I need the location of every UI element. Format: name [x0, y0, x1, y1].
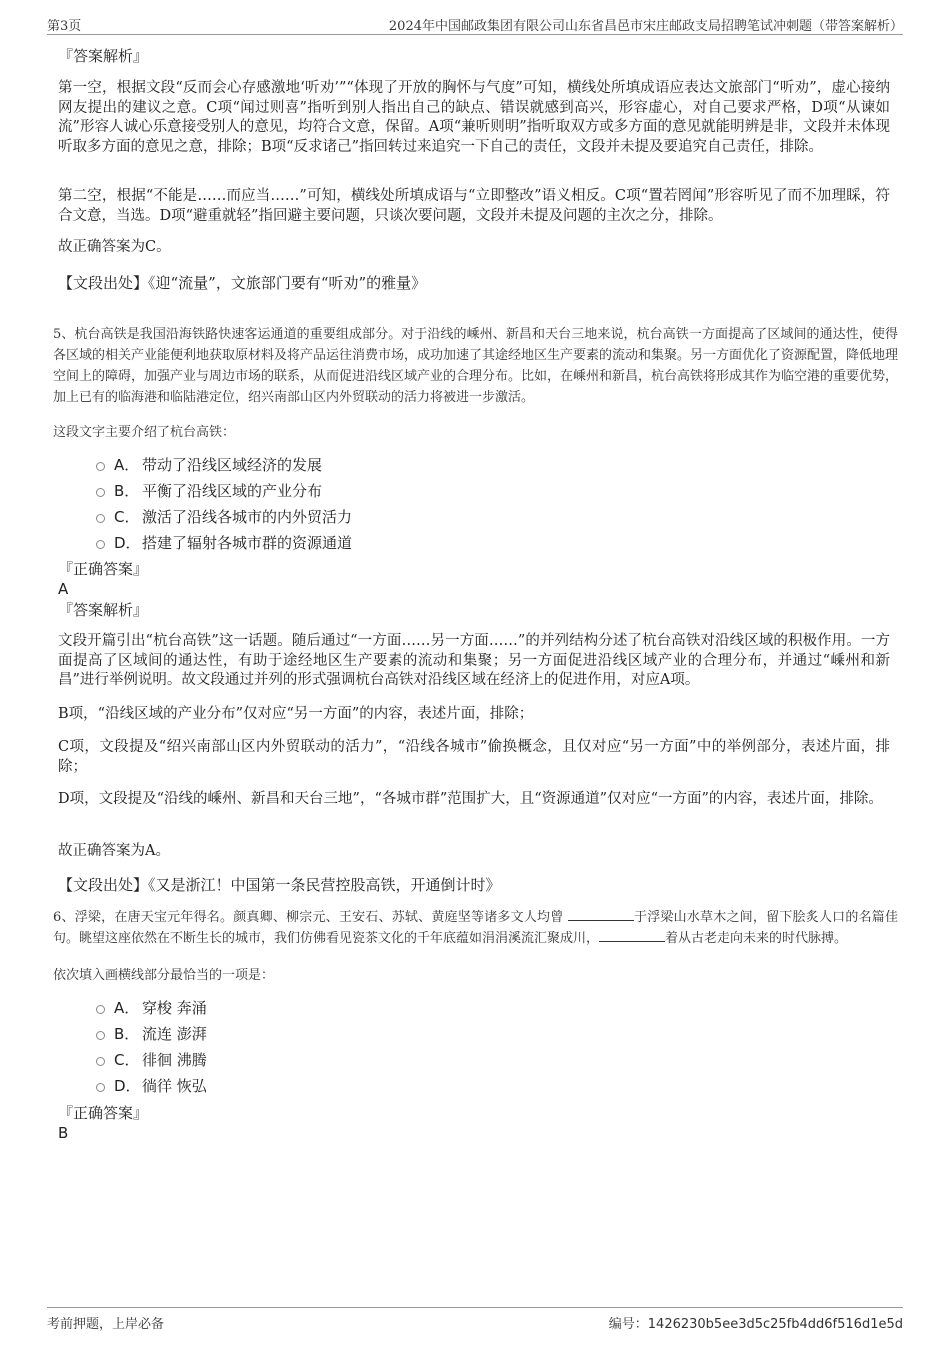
document-code: 编号：1426230b5ee3d5c25fb4dd6f516d1e5d — [608, 1317, 903, 1332]
q6-prompt: 依次填入画横线部分最恰当的一项是： — [53, 968, 275, 983]
page-number: 第3页 — [47, 19, 82, 34]
q5-option-a[interactable]: A． 带动了沿线区域经济的发展 — [96, 451, 352, 477]
q6-option-d[interactable]: D． 徜徉 恢弘 — [96, 1072, 207, 1098]
q4-analysis-para2: 第二空，根据“不能是……而应当……”可知，横线处所填成语与“立即整改”语义相反。C项“置若罔闻”形容听见了而不加理睬，符合文意，当选。D项“避重就轻”指回避主要问题，只谈次要问题，文段并未提及问题的主次之分，排除。 — [58, 188, 890, 224]
q6-options — [96, 994, 207, 1098]
q5-stem: 5、杭台高铁是我国沿海铁路快速客运通道的重要组成部分。对于沿线的嵊州、新昌和天台三地来说，杭台高铁一方面提高了区域间的通达性，使得各区域的相关产业能便利地获取原材料及将产品运往消费市场，成功加速了其途经地区生产要素的流动和集聚。另一方面优化了资源配置，降低地理空间上的障碍，加强产业与周边市场的联系，从而促进沿线区域产业的合理分布。比如，在嵊州和新昌，杭台高铁将形成其作为临空港的重要优势，加上已有的临海港和临陆港定位，绍兴南部山区内外贸联动的活力将被进一步激活。 — [53, 327, 899, 405]
q5-correct-answer: A — [58, 580, 69, 598]
q4-analysis-para1: 第一空，根据文段“反而会心存感激地‘听劝’”“体现了开放的胸怀与气度”可知，横线处所填成语应表达文旅部门“听劝”，虚心接纳网友提出的建议之意。C项“闻过则喜”指听到别人指出自己的缺点、错误就感到高兴，形容虚心，对自己要求严格，D项“从谏如流”形容人诚心乐意接受别人的意见，均符合文意，保留。A项“兼听则明”指听取双方或多方面的意见就能明辨是非，文段并未体现听取多方面的意见之意，排除；B项“反求诸己”指回转过来追究一下自己的责任，文段并未提及要追究自己责任，排除。 — [58, 80, 890, 155]
fill-blank-2[interactable] — [599, 929, 665, 942]
q6-stem: 6、浮梁，在唐天宝元年得名。颜真卿、柳宗元、王安石、苏轼、黄庭坚等诸多文人均曾 于浮梁山水草木之间，留下脍炙人口的名篇佳句。眺望这座依然在不断生长的城市，我们仿佛看见瓷茶文化的千年底蕴如涓涓溪流汇聚成川， 着从古老走向未来的时代脉搏。 — [53, 910, 898, 946]
q6-option-a[interactable]: A． 穿梭 奔涌 — [96, 994, 207, 1020]
q4-analysis-label: 『答案解析』 — [58, 47, 149, 65]
q5-options — [96, 451, 352, 555]
q6-option-b[interactable]: B． 流连 澎湃 — [96, 1020, 207, 1046]
q5-option-c[interactable]: C． 激活了沿线各城市的内外贸活力 — [96, 503, 352, 529]
q5-source: 【文段出处】《又是浙江！中国第一条民营控股高铁，开通倒计时》 — [58, 876, 501, 894]
radio-icon[interactable] — [96, 1083, 105, 1092]
q5-analysis-para2: B项，“沿线区域的产业分布”仅对应“另一方面”的内容，表述片面，排除； — [58, 706, 534, 722]
page-header — [47, 14, 903, 35]
document-title: 2024年中国邮政集团有限公司山东省昌邑市宋庄邮政支局招聘笔试冲刺题（带答案解析） — [388, 19, 903, 34]
q5-prompt: 这段文字主要介绍了杭台高铁： — [53, 425, 236, 440]
q5-analysis-para1: 文段开篇引出“杭台高铁”这一话题。随后通过“一方面……另一方面……”的并列结构分述了杭台高铁对沿线区域的积极作用。一方面提高了区域间的通达性，有助于途经地区生产要素的流动和集聚；另一方面促进沿线区域产业的合理分布，并通过“嵊州和新昌”进行举例说明。故文段通过并列的形式强调杭台高铁对沿线区域在经济上的促进作用，对应A项。 — [58, 633, 890, 688]
q5-answer-statement: 故正确答案为A。 — [58, 843, 170, 859]
q5-correct-label: 『正确答案』 — [58, 560, 149, 578]
q5-analysis-label: 『答案解析』 — [58, 601, 149, 619]
q4-source: 【文段出处】《迎“流量”，文旅部门要有“听劝”的雅量》 — [58, 274, 427, 292]
q5-analysis-para4: D项，文段提及“沿线的嵊州、新昌和天台三地”，“各城市群”范围扩大，且“资源通道”仅对应“一方面”的内容，表述片面，排除。 — [58, 791, 883, 807]
radio-icon[interactable] — [96, 1057, 105, 1066]
radio-icon[interactable] — [96, 488, 105, 497]
q5-analysis-para3: C项，文段提及“绍兴南部山区内外贸联动的活力”，“沿线各城市”偷换概念，且仅对应“另一方面”中的举例部分，表述片面，排除； — [58, 739, 890, 775]
radio-icon[interactable] — [96, 1005, 105, 1014]
q5-option-b[interactable]: B． 平衡了沿线区域的产业分布 — [96, 477, 352, 503]
q6-correct-answer: B — [58, 1124, 69, 1142]
radio-icon[interactable] — [96, 1031, 105, 1040]
q5-option-d[interactable]: D． 搭建了辐射各城市群的资源通道 — [96, 529, 352, 555]
fill-blank-1[interactable] — [568, 908, 634, 921]
q4-answer-statement: 故正确答案为C。 — [58, 239, 171, 255]
q6-correct-label: 『正确答案』 — [58, 1104, 149, 1122]
footer-slogan: 考前押题，上岸必备 — [47, 1317, 165, 1332]
page-footer — [47, 1307, 903, 1332]
radio-icon[interactable] — [96, 514, 105, 523]
radio-icon[interactable] — [96, 540, 105, 549]
q6-option-c[interactable]: C． 徘徊 沸腾 — [96, 1046, 207, 1072]
radio-icon[interactable] — [96, 462, 105, 471]
